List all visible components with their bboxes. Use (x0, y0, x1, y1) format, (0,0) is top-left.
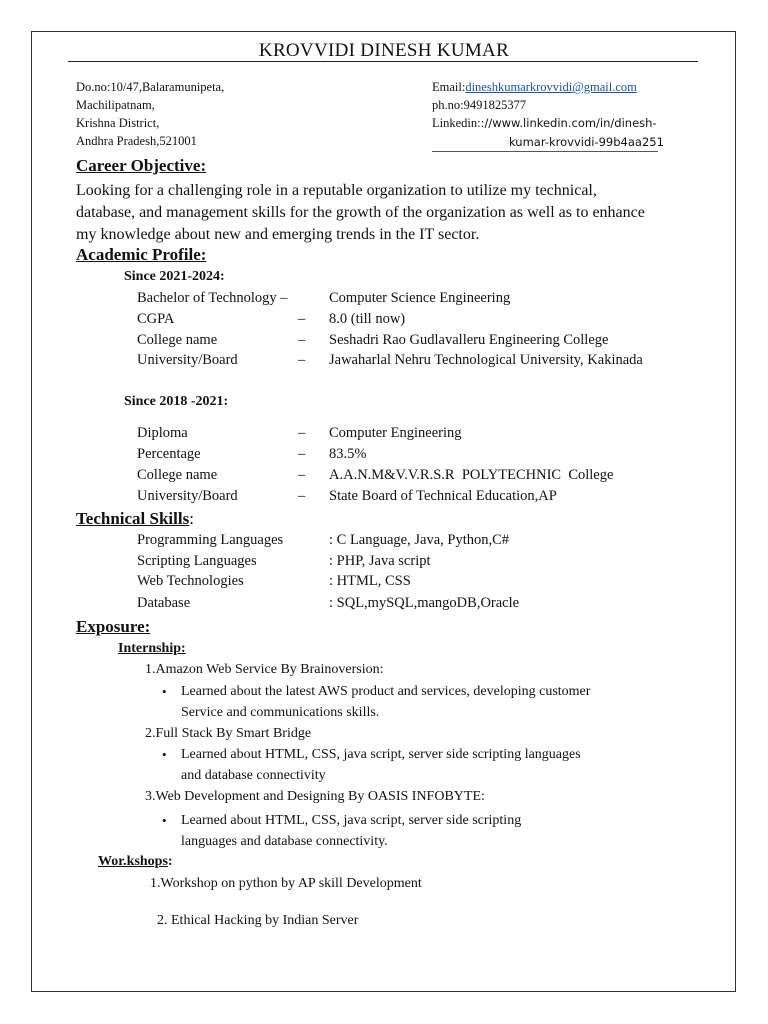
academic-row-value: A.A.N.M&V.V.R.S.R POLYTECHNIC College (329, 467, 614, 483)
academic-row-value: 83.5% (329, 446, 367, 462)
objective-line-1: Looking for a challenging role in a reputable organization to utilize my technical, (76, 182, 597, 199)
linkedin-label: Linkedin: (432, 116, 481, 130)
address-line-4: Andhra Pradesh,521001 (76, 134, 197, 148)
workshop-item (150, 876, 422, 892)
list-number: 2. (145, 726, 156, 741)
academic-row-dash: – (298, 311, 306, 327)
email-line (432, 78, 637, 96)
academic-row-label: College name (137, 332, 218, 348)
internship-title: Full Stack By Smart Bridge (155, 726, 312, 741)
phone-number: ph.no:9491825377 (432, 98, 527, 112)
academic-row-value: Computer Science Engineering (329, 290, 511, 306)
internship-item (145, 726, 311, 742)
bullet-icon: • (162, 813, 167, 828)
internship-title: Web Development and Designing By OASIS INFOBYTE: (155, 789, 485, 804)
list-number: 3. (145, 789, 156, 804)
workshops-heading (98, 854, 173, 870)
objective-line-2: database, and management skills for the growth of the organization as well as to enhance (76, 204, 645, 221)
academic-row-dash: – (298, 446, 306, 462)
workshops-heading-text: Wor.kshops (98, 854, 168, 869)
academic-period-1: Since 2021-2024: (124, 269, 225, 284)
skill-label: Scripting Languages (137, 553, 257, 569)
internship-detail-line: Learned about the latest AWS product and services, developing customer (181, 684, 591, 699)
internship-detail-line: Service and communications skills. (181, 705, 380, 720)
academic-row-value: 8.0 (till now) (329, 311, 406, 327)
workshops-heading-colon: : (167, 854, 173, 869)
skill-label: Programming Languages (137, 532, 284, 548)
skill-value: : C Language, Java, Python,C# (329, 532, 510, 548)
academic-row-label: CGPA (137, 311, 175, 327)
skill-value: : SQL,mySQL,mangoDB,Oracle (329, 595, 520, 611)
name-underline (68, 61, 698, 62)
address-line-3: Krishna District, (76, 116, 160, 130)
internship-item (145, 662, 384, 678)
list-number: 1. (150, 876, 161, 891)
objective-line-3: my knowledge about new and emerging trends in the IT sector. (76, 226, 480, 243)
exposure-heading: Exposure: (76, 617, 151, 636)
academic-row-label: University/Board (137, 352, 238, 368)
internship-heading: Internship: (118, 641, 186, 656)
bullet-icon: • (162, 747, 167, 762)
workshop-title: Ethical Hacking by Indian Server (167, 913, 359, 928)
academic-period-2: Since 2018 -2021: (124, 394, 229, 409)
technical-skills-heading-colon: : (189, 509, 194, 528)
technical-skills-heading (76, 509, 194, 529)
email-label: Email: (432, 80, 466, 94)
skill-value: : PHP, Java script (329, 553, 431, 569)
internship-title: Amazon Web Service By Brainoversion: (155, 662, 384, 677)
contact-divider (432, 151, 658, 152)
academic-row-dash: – (298, 332, 306, 348)
internship-item (145, 789, 485, 805)
linkedin-url-part-1[interactable]: ://www.linkedin.com/in/dinesh- (480, 116, 657, 130)
academic-row-value: Computer Engineering (329, 425, 462, 441)
email-link[interactable]: dineshkumarkrovvidi@gmail.com (465, 80, 637, 94)
linkedin-line (432, 114, 657, 132)
academic-row-label: Percentage (137, 446, 201, 462)
academic-row-dash: – (298, 488, 306, 504)
internship-detail-line: languages and database connectivity. (181, 834, 388, 849)
academic-row-label: University/Board (137, 488, 238, 504)
workshop-item (150, 897, 358, 929)
internship-detail-line: Learned about HTML, CSS, java script, server side scripting (181, 813, 522, 828)
candidate-name: KROVVIDI DINESH KUMAR (258, 40, 510, 61)
academic-row-value: Seshadri Rao Gudlavalleru Engineering College (329, 332, 609, 348)
linkedin-url-part-2[interactable]: kumar-krovvidi-99b4aa251 (509, 135, 664, 149)
skill-value: : HTML, CSS (329, 573, 411, 589)
academic-row-dash: – (298, 425, 306, 441)
academic-row-dash: – (298, 352, 306, 368)
academic-row-dash: – (298, 467, 306, 483)
academic-profile-heading: Academic Profile: (76, 245, 207, 264)
academic-row-label: Diploma (137, 425, 188, 441)
skill-label: Database (137, 595, 191, 611)
academic-row-label: Bachelor of Technology – (137, 290, 288, 306)
technical-skills-heading-text: Technical Skills (76, 509, 190, 528)
academic-row-label: College name (137, 467, 218, 483)
skill-label: Web Technologies (137, 573, 244, 589)
list-number: 2. (157, 913, 168, 928)
internship-detail-line: and database connectivity (181, 768, 326, 783)
address-line-2: Machilipatnam, (76, 98, 155, 112)
address-line-1: Do.no:10/47,Balaramunipeta, (76, 80, 225, 94)
academic-row-value: State Board of Technical Education,AP (329, 488, 557, 504)
internship-detail-line: Learned about HTML, CSS, java script, server side scripting languages (181, 747, 581, 762)
list-number: 1. (145, 662, 156, 677)
workshop-title: Workshop on python by AP skill Development (160, 876, 422, 891)
bullet-icon: • (162, 684, 167, 699)
academic-row-value: Jawaharlal Nehru Technological University, Kakinada (329, 352, 643, 368)
career-objective-heading: Career Objective: (76, 156, 207, 175)
